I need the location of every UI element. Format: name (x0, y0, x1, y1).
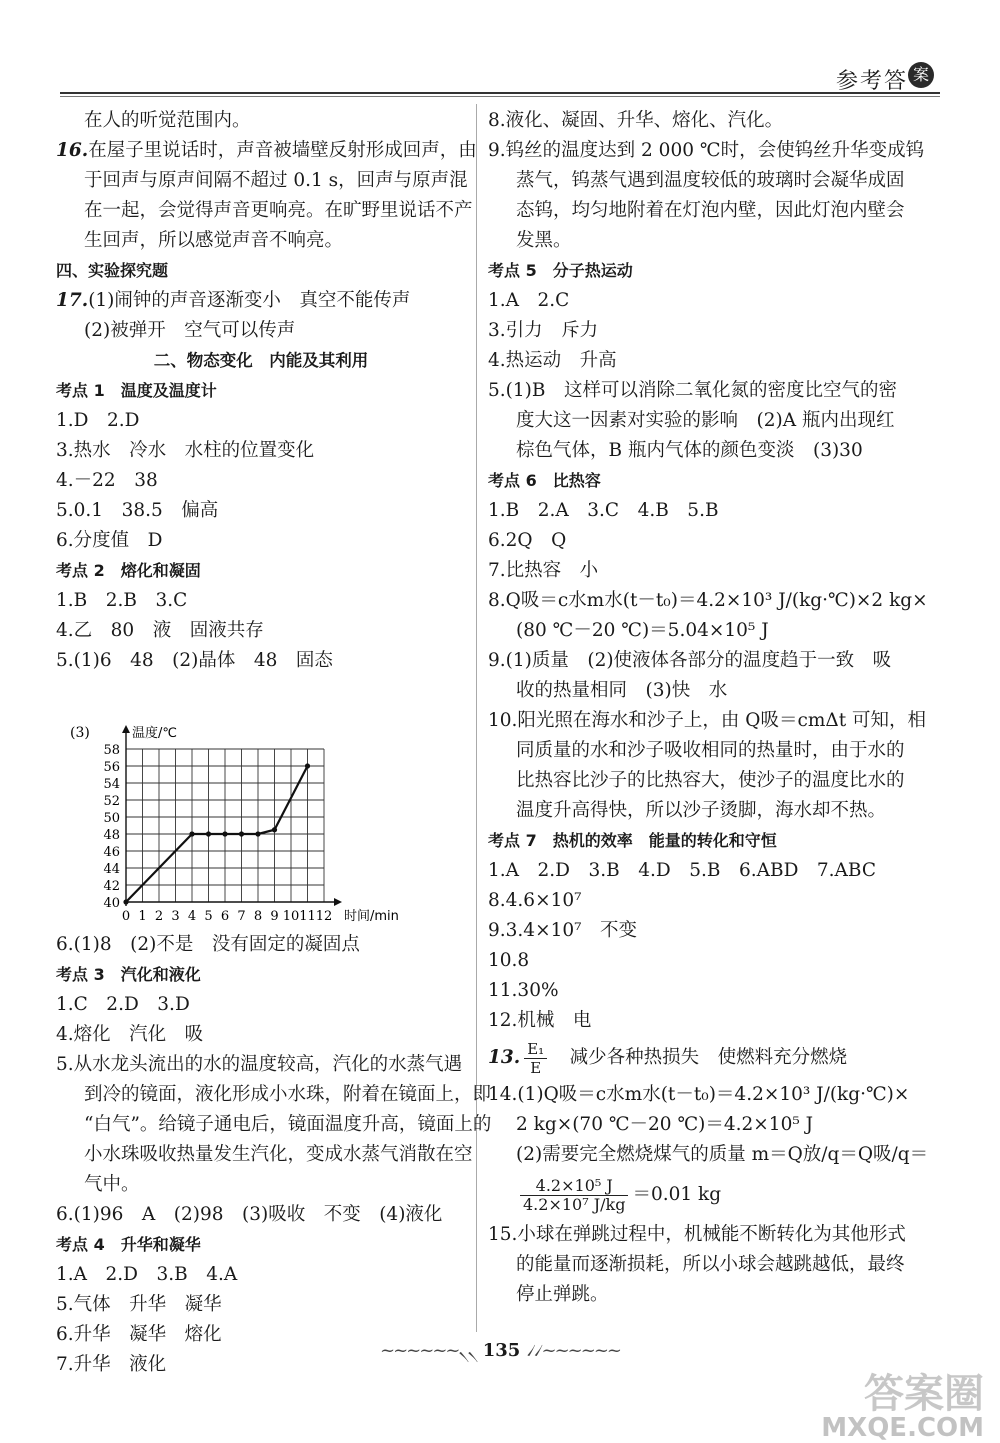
fraction-numerator: 4.2×10⁵ J (520, 1177, 628, 1196)
answer-line: 9.(1)质量 (2)使液体各部分的温度趋于一致 吸 (488, 650, 892, 671)
fraction-denominator: E (530, 1058, 542, 1077)
answer-line: 8.4.6×10⁷ (488, 890, 582, 911)
answer-continuation: 蒸气，钨蒸气遇到温度较低的玻璃时会凝华成固 (516, 170, 905, 191)
y-tick-label: 58 (103, 743, 120, 758)
y-tick-label: 46 (103, 845, 120, 860)
x-tick-label: 11 (299, 909, 316, 924)
y-axis-label: 温度/℃ (132, 726, 177, 741)
answer-continuation: 到冷的镜面，液化形成小水珠，附着在镜面上，即 (84, 1084, 492, 1105)
left-column (56, 106, 492, 1380)
answer-continuation: 气中。 (84, 1174, 140, 1195)
data-point (206, 831, 211, 836)
question-number: 17. (56, 290, 89, 311)
data-point (272, 827, 277, 832)
answer-line: 3.热水 冷水 水柱的位置变化 (56, 440, 315, 461)
answer-text: 在屋子里说话时，声音被墙壁反射形成回声，由 (88, 140, 477, 161)
answer-continuation: 于回声与原声间隔不超过 0.1 s，回声与原声混 (84, 170, 468, 191)
fraction (520, 1177, 628, 1214)
y-axis-arrow (122, 725, 130, 733)
answer-continuation: 的能量而逐渐损耗，所以小球会越跳越低，最终 (516, 1254, 905, 1275)
answer-continuation: 发黑。 (516, 230, 572, 251)
temperature-time-graph (56, 680, 466, 928)
answer-line: 5.(1)6 48 (2)晶体 48 固态 (56, 650, 333, 671)
section-heading: 四、实验探究题 (56, 261, 169, 280)
y-tick-label: 40 (103, 896, 120, 911)
y-tick-label: 44 (103, 862, 120, 877)
y-tick-label: 50 (103, 811, 120, 826)
column-divider (476, 104, 477, 1332)
header-title: 参考答 (835, 69, 908, 94)
answer-line: 14.(1)Q吸＝c水m水(t－t₀)＝4.2×10³ J/(kg·℃)× (488, 1084, 910, 1105)
fraction (524, 1040, 547, 1077)
x-tick-label: 12 (315, 909, 333, 924)
x-axis-label: 时间/min (344, 909, 399, 924)
header-badge: 案 (908, 62, 934, 88)
answer-continuation: 小水珠吸收热量发生汽化，变成水蒸气消散在空 (84, 1144, 473, 1165)
x-tick-label: 4 (187, 909, 197, 924)
answer-line: 5.从水龙头流出的水的温度较高，汽化的水蒸气遇 (56, 1054, 463, 1075)
answer-continuation: 生回声，所以感觉声音不响亮。 (84, 230, 344, 251)
answer-line: 1.B 2.B 3.C (56, 590, 188, 611)
section-heading: 考点 5 分子热运动 (488, 261, 633, 280)
data-point (189, 831, 194, 836)
x-tick-label: 3 (171, 909, 180, 924)
x-tick-label: 9 (270, 909, 279, 924)
answer-continuation: 收的热量相同 (3)快 水 (516, 680, 728, 701)
data-point (123, 899, 128, 904)
graph-svg (56, 680, 456, 928)
answer-continuation: 在人的听觉范围内。 (84, 110, 251, 131)
section-heading: 考点 2 熔化和凝固 (56, 561, 201, 580)
header-rule-thin (60, 96, 940, 97)
answer-line: 4.熔化 汽化 吸 (56, 1024, 204, 1045)
section-heading: 考点 3 汽化和液化 (56, 965, 201, 984)
answer-line: 4.乙 80 液 固液共存 (56, 620, 264, 641)
answer-line: 1.C 2.D 3.D (56, 994, 190, 1015)
answer-line: 3.引力 斥力 (488, 320, 599, 341)
data-point (255, 831, 260, 836)
answer-continuation: (2)被弹开 空气可以传声 (84, 320, 296, 341)
data-point (222, 831, 227, 836)
question-number: 16. (56, 140, 89, 161)
section-heading: 考点 1 温度及温度计 (56, 381, 217, 400)
answer-continuation: 2 kg×(70 ℃－20 ℃)＝4.2×10⁵ J (516, 1114, 814, 1135)
fraction-numerator: E₁ (524, 1040, 547, 1059)
answer-line: 1.A 2.D 3.B 4.D 5.B 6.ABD 7.ABC (488, 860, 877, 881)
page-number: 135 (482, 1340, 521, 1361)
x-tick-label: 6 (220, 909, 230, 924)
right-column (488, 106, 929, 1310)
answer-line: 8.Q吸＝c水m水(t－t₀)＝4.2×10³ J/(kg·℃)×2 kg× (488, 590, 928, 611)
answer-line: 8.液化、凝固、升华、熔化、汽化。 (488, 110, 784, 131)
answer-line (56, 136, 477, 166)
watermark-logo: 答案圈 (864, 1371, 984, 1417)
question-number: 13. (488, 1047, 521, 1068)
x-tick-label: 2 (154, 909, 164, 924)
section-heading: 考点 4 升华和凝华 (56, 1235, 201, 1254)
answer-line: 6.(1)8 (2)不是 没有固定的凝固点 (56, 934, 360, 955)
answer-line: 6.升华 凝华 熔化 (56, 1324, 222, 1345)
chapter-title: 二、物态变化 内能及其利用 (153, 351, 369, 370)
answer-line: 1.D 2.D (56, 410, 140, 431)
y-tick-label: 42 (103, 879, 120, 894)
answer-line: 15.小球在弹跳过程中，机械能不断转化为其他形式 (488, 1224, 906, 1245)
watermark-url: MXQE.COM (821, 1413, 984, 1443)
equation-result: ＝0.01 kg (632, 1184, 722, 1205)
answer-continuation: 棕色气体，B 瓶内气体的颜色变淡 (3)30 (516, 440, 863, 461)
answer-continuation: 温度升高得快，所以沙子烫脚，海水却不热。 (516, 800, 887, 821)
y-tick-label: 52 (103, 794, 120, 809)
answer-line: 5.(1)B 这样可以消除二氧化氮的密度比空气的密 (488, 380, 897, 401)
answer-line: 5.0.1 38.5 偏高 (56, 500, 219, 521)
answer-line-13 (488, 1036, 908, 1080)
graph-caption: (3) (70, 725, 90, 741)
fraction-denominator: 4.2×10⁷ J/kg (523, 1194, 626, 1214)
y-tick-label: 54 (103, 777, 120, 792)
answer-continuation: 态钨，均匀地附着在灯泡内壁，因此灯泡内壁会 (516, 200, 905, 221)
answer-continuation: 停止弹跳。 (516, 1284, 609, 1305)
answer-continuation: 同质量的水和沙子吸收相同的热量时，由于水的 (516, 740, 905, 761)
footer-ornament-right: ৴৴~~~~~~ (526, 1340, 620, 1361)
y-tick-label: 48 (103, 828, 120, 843)
header-rule (60, 92, 940, 94)
answer-continuation: 度大这一因素对实验的影响 (2)A 瓶内出现红 (516, 410, 895, 431)
answer-line: 5.气体 升华 凝华 (56, 1294, 222, 1315)
answer-text: (1)闹钟的声音逐渐变小 真空不能传声 (88, 290, 411, 311)
x-tick-label: 5 (204, 909, 213, 924)
answer-line: 12.机械 电 (488, 1010, 592, 1031)
footer-ornament-left: ~~~~~~৲৲ (380, 1340, 477, 1361)
answer-line: 4.－22 38 (56, 470, 158, 491)
answer-line: 6.(1)96 A (2)98 (3)吸收 不变 (4)液化 (56, 1204, 443, 1225)
answer-continuation: “白气”。给镜子通电后，镜面温度升高，镜面上的 (84, 1114, 492, 1135)
answer-line: 6.2Q Q (488, 530, 567, 551)
answer-continuation: 在一起，会觉得声音更响亮。在旷野里说话不产 (84, 200, 473, 221)
answer-line: 11.30% (488, 980, 559, 1001)
answer-continuation: 比热容比沙子的比热容大，使沙子的温度比水的 (516, 770, 905, 791)
answer-line: 7.升华 液化 (56, 1354, 167, 1375)
answer-line: 1.A 2.C (488, 290, 570, 311)
x-axis-arrow (334, 898, 342, 906)
x-tick-label: 0 (121, 909, 131, 924)
answer-text: 减少各种热损失 使燃料充分燃烧 (569, 1047, 848, 1068)
answer-line: 1.A 2.D 3.B 4.A (56, 1264, 238, 1285)
answer-line: 9.钨丝的温度达到 2 000 ℃时，会使钨丝升华变成钨 (488, 140, 925, 161)
section-heading: 考点 7 热机的效率 能量的转化和守恒 (488, 831, 777, 850)
answer-line (56, 286, 466, 316)
y-tick-label: 56 (103, 760, 120, 775)
answer-line: 4.热运动 升高 (488, 350, 617, 371)
section-heading: 考点 6 比热容 (488, 471, 601, 490)
x-tick-label: 8 (253, 909, 263, 924)
x-tick-label: 10 (282, 909, 300, 924)
data-point (305, 763, 310, 768)
answer-continuation: (80 ℃－20 ℃)＝5.04×10⁵ J (516, 620, 769, 641)
answer-line: 10.阳光照在海水和沙子上，由 Q吸＝cmΔt 可知，相 (488, 710, 927, 731)
answer-line: 7.比热容 小 (488, 560, 599, 581)
data-point (239, 831, 244, 836)
answer-continuation: (2)需要完全燃烧煤气的质量 m＝Q放/q＝Q吸/q＝ (516, 1144, 929, 1165)
answer-equation (488, 1170, 908, 1220)
answer-line: 10.8 (488, 950, 530, 971)
answer-line: 1.B 2.A 3.C 4.B 5.B (488, 500, 719, 521)
x-tick-label: 1 (138, 909, 147, 924)
answer-line: 6.分度值 D (56, 530, 163, 551)
answer-line: 9.3.4×10⁷ 不变 (488, 920, 638, 941)
x-tick-label: 7 (237, 909, 246, 924)
